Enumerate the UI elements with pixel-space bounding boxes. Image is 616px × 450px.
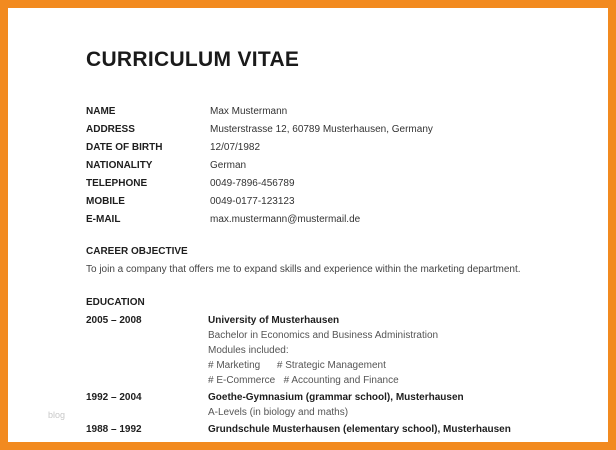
label-name: NAME	[86, 106, 116, 117]
value-dob: 12/07/1982	[210, 142, 261, 153]
edu-detail: # E-Commerce # Accounting and Finance	[208, 375, 399, 386]
education-heading: EDUCATION	[86, 297, 145, 308]
edu-years-2: 1992 – 2004	[86, 392, 142, 403]
edu-years-3: 1988 – 1992	[86, 424, 142, 435]
edu-institution-2: Goethe-Gymnasium (grammar school), Musterhausen	[208, 392, 464, 403]
label-dob: DATE OF BIRTH	[86, 142, 163, 153]
cv-title: CURRICULUM VITAE	[86, 48, 300, 71]
edu-years-1: 2005 – 2008	[86, 315, 142, 326]
edu-detail: Bachelor in Economics and Business Administration	[208, 330, 439, 341]
value-name: Max Mustermann	[210, 106, 288, 117]
edu-institution-3: Grundschule Musterhausen (elementary school), Musterhausen	[208, 424, 511, 435]
career-heading: CAREER OBJECTIVE	[86, 246, 188, 257]
value-nationality: German	[210, 160, 247, 171]
label-address: ADDRESS	[86, 124, 135, 135]
label-email: E-MAIL	[86, 214, 121, 225]
label-mobile: MOBILE	[86, 196, 125, 207]
label-nationality: NATIONALITY	[86, 160, 153, 171]
label-telephone: TELEPHONE	[86, 178, 148, 189]
value-address: Musterstrasse 12, 60789 Musterhausen, Germany	[210, 124, 433, 135]
value-email: max.mustermann@mustermail.de	[210, 214, 361, 225]
edu-detail: Modules included:	[208, 345, 289, 356]
watermark-text: blog	[48, 410, 66, 420]
value-telephone: 0049-7896-456789	[210, 178, 295, 189]
edu-institution-1: University of Musterhausen	[208, 315, 340, 326]
edu-detail: A-Levels (in biology and maths)	[208, 407, 349, 418]
career-text: To join a company that offers me to expand skills and experience within the marketing department.	[86, 264, 521, 275]
value-mobile: 0049-0177-123123	[210, 196, 295, 207]
edu-detail: # Marketing # Strategic Management	[208, 360, 386, 371]
